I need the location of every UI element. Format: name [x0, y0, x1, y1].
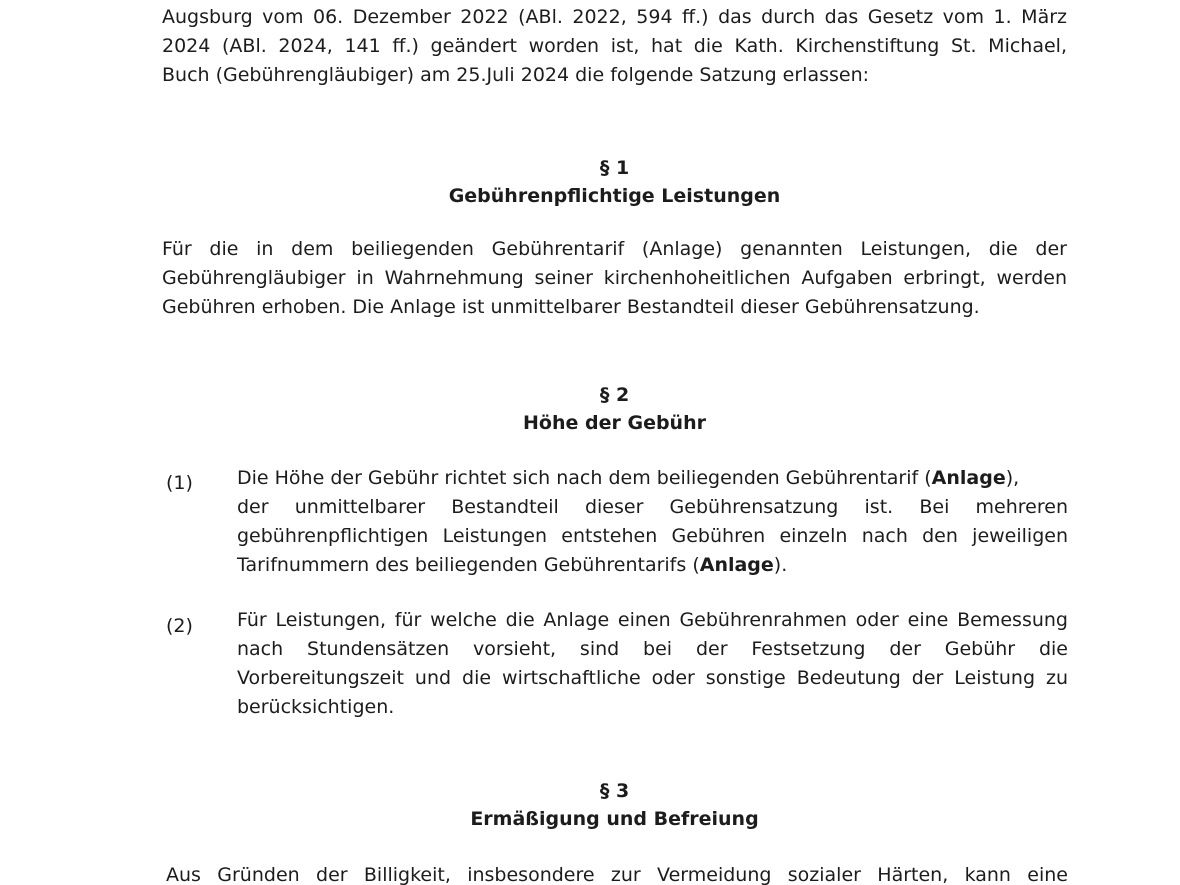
anlage-reference: Anlage [699, 554, 774, 576]
item-line: berücksichtigen. [237, 696, 395, 718]
item-line [237, 551, 1068, 580]
preamble-line: Buch (Gebührengläubiger) am 25.Juli 2024 die folgende Satzung erlassen: [162, 64, 870, 86]
item-text-run: Die Höhe der Gebühr richtet sich nach dem beiliegenden Gebührentarif ( [237, 467, 932, 489]
section-1-number: § 1 [599, 157, 630, 179]
item-number: (1) [166, 472, 193, 494]
section-3-paragraph [166, 861, 1068, 885]
item-text-run: ). [773, 554, 788, 576]
anlage-reference: Anlage [931, 467, 1006, 489]
section-1-title: Gebührenpflichtige Leistungen [448, 185, 781, 207]
paragraph-line: Gebührengläubiger in Wahrnehmung seiner kirchenhoheitlichen Aufgaben erbringt, werden [162, 267, 1067, 289]
item-line: nach Stundensätzen vorsieht, sind bei der Festsetzung der Gebühr die [237, 638, 1068, 660]
preamble-paragraph [162, 3, 1067, 90]
section-1-paragraph [162, 235, 1067, 322]
item-text-run: Tarifnummern des beiliegenden Gebührentarifs ( [237, 554, 700, 576]
section-3-title: Ermäßigung und Befreiung [470, 808, 759, 830]
item-line: Für Leistungen, für welche die Anlage einen Gebührenrahmen oder eine Bemessung [237, 609, 1068, 631]
item-line: gebührenpflichtigen Leistungen entstehen Gebühren einzeln nach den jeweiligen [237, 525, 1068, 547]
paragraph-line: Für die in dem beiliegenden Gebührentarif (Anlage) genannten Leistungen, die der [162, 238, 1067, 260]
paragraph-line: Gebühren erhoben. Die Anlage ist unmittelbarer Bestandteil dieser Gebührensatzung. [162, 296, 980, 318]
paragraph-line: Aus Gründen der Billigkeit, insbesondere zur Vermeidung sozialer Härten, kann eine [166, 864, 1068, 885]
item-2-text [237, 606, 1068, 722]
item-1-text [237, 464, 1068, 580]
preamble-line: 2024 (ABl. 2024, 141 ff.) geändert worden ist, hat die Kath. Kirchenstiftung St. Michael, [162, 35, 1067, 57]
preamble-line: Augsburg vom 06. Dezember 2022 (ABl. 2022, 594 ff.) das durch das Gesetz vom 1. März [162, 6, 1067, 28]
item-line: Vorbereitungszeit und die wirtschaftliche oder sonstige Bedeutung der Leistung zu [237, 667, 1068, 689]
item-text-run: ), [1005, 467, 1020, 489]
section-3-number: § 3 [599, 780, 630, 802]
section-2-number: § 2 [599, 384, 630, 406]
item-number: (2) [166, 615, 193, 637]
item-line: der unmittelbarer Bestandteil dieser Gebührensatzung ist. Bei mehreren [237, 496, 1068, 518]
item-line [237, 464, 1068, 493]
section-2-title: Höhe der Gebühr [523, 412, 706, 434]
